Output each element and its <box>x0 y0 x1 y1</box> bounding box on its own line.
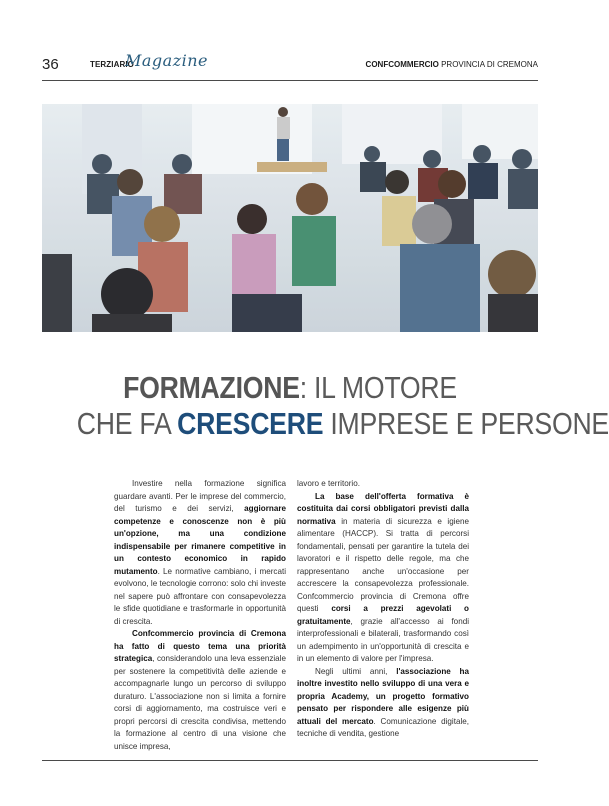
text-run: in materia di sicurezza e igiene alimentare (HACCP). Si tratta di percorsi fondamentali, pensati per garantire la tutela dei lavoratori e il rispetto delle regole, ma che rappresentano anche un'occasione per accrescere la consapevolezza professionale. Confcommercio provincia di Cremona offre questi <box>297 516 469 613</box>
title-keyword-crescere: CRESCERE <box>177 406 324 441</box>
text-run: , considerandolo una leva essenziale per sostenere la competitività delle aziende e accompagnarle lungo un percorso di sviluppo duraturo. L'associazione non si limita a fornire corsi di aggiornamento, ma costruisce veri e propri percorsi di crescita condivisa, mettendo la formazione al centro di una visione che unisce impresa, <box>114 654 286 751</box>
page-header <box>42 52 538 78</box>
brand-name: TERZIARIO <box>90 60 135 69</box>
text-bold: aggiornare competenze e conoscenze non è più un'opzione, ma una condizione indispensabile per rimanere competitive in un contesto economico in rapido mutamento <box>114 504 286 576</box>
org-bold: CONFCOMMERCIO <box>365 60 439 69</box>
text-run: Investire nella formazione significa guardare avanti. Per le imprese del commercio, del turismo e dei servizi, <box>114 479 286 513</box>
footer-rule <box>42 760 538 761</box>
text-run: lavoro e territorio. <box>297 479 360 488</box>
title-keyword-formazione: FORMAZIONE <box>123 370 300 405</box>
page-number: 36 <box>42 56 59 73</box>
paragraph <box>297 478 469 491</box>
title-line1-rest: : IL MOTORE <box>299 370 457 405</box>
seminar-photo <box>42 104 538 332</box>
article-column-1 <box>114 478 286 753</box>
text-bold: corsi a prezzi agevolati o gratuitamente <box>297 604 469 626</box>
text-run: . Comunicazione digitale, tecniche di vendita, gestione <box>297 716 469 738</box>
title-line2-end: IMPRESE E PERSONE <box>323 406 609 441</box>
paragraph <box>114 478 286 628</box>
title-line2-start: CHE FA <box>76 406 178 441</box>
article-column-2 <box>297 478 469 741</box>
text-bold: La base dell'offerta formativa è costituita dai corsi obbligatori previsti dalla normativa <box>297 491 469 526</box>
header-rule <box>42 80 538 81</box>
text-bold: Confcommercio provincia di Cremona ha fatto di questo tema una priorità strategica <box>114 629 286 663</box>
text-run: Negli ultimi anni, <box>315 666 397 676</box>
paragraph <box>114 628 286 753</box>
title-line-1 <box>77 370 504 406</box>
text-run: , grazie all'accesso ai fondi interprofessionali e bilaterali, trasformando così un adempimento in un'opportunità di crescita e in un elemento di valore per l'impresa. <box>297 616 469 663</box>
text-run: . Le normative cambiano, i mercati evolvono, le tecnologie corrono: solo chi investe nel sapere può affrontare con consapevolezza le sfide quotidiane e trasformarle in opportunità di crescita. <box>114 566 286 626</box>
org-rest: PROVINCIA DI CREMONA <box>438 60 538 69</box>
paragraph <box>297 666 469 741</box>
org-name <box>366 60 538 69</box>
seminar-illustration <box>42 104 538 332</box>
brand-script: Magazine <box>125 51 209 70</box>
title-line-2 <box>76 406 609 442</box>
paragraph <box>297 491 469 666</box>
text-bold: l'associazione ha inoltre investito nello sviluppo di una vera e propria Academy, un progetto formativo pensato per rispondere alle esigenze più attuali del mercato <box>297 666 469 726</box>
article-title <box>76 370 609 442</box>
